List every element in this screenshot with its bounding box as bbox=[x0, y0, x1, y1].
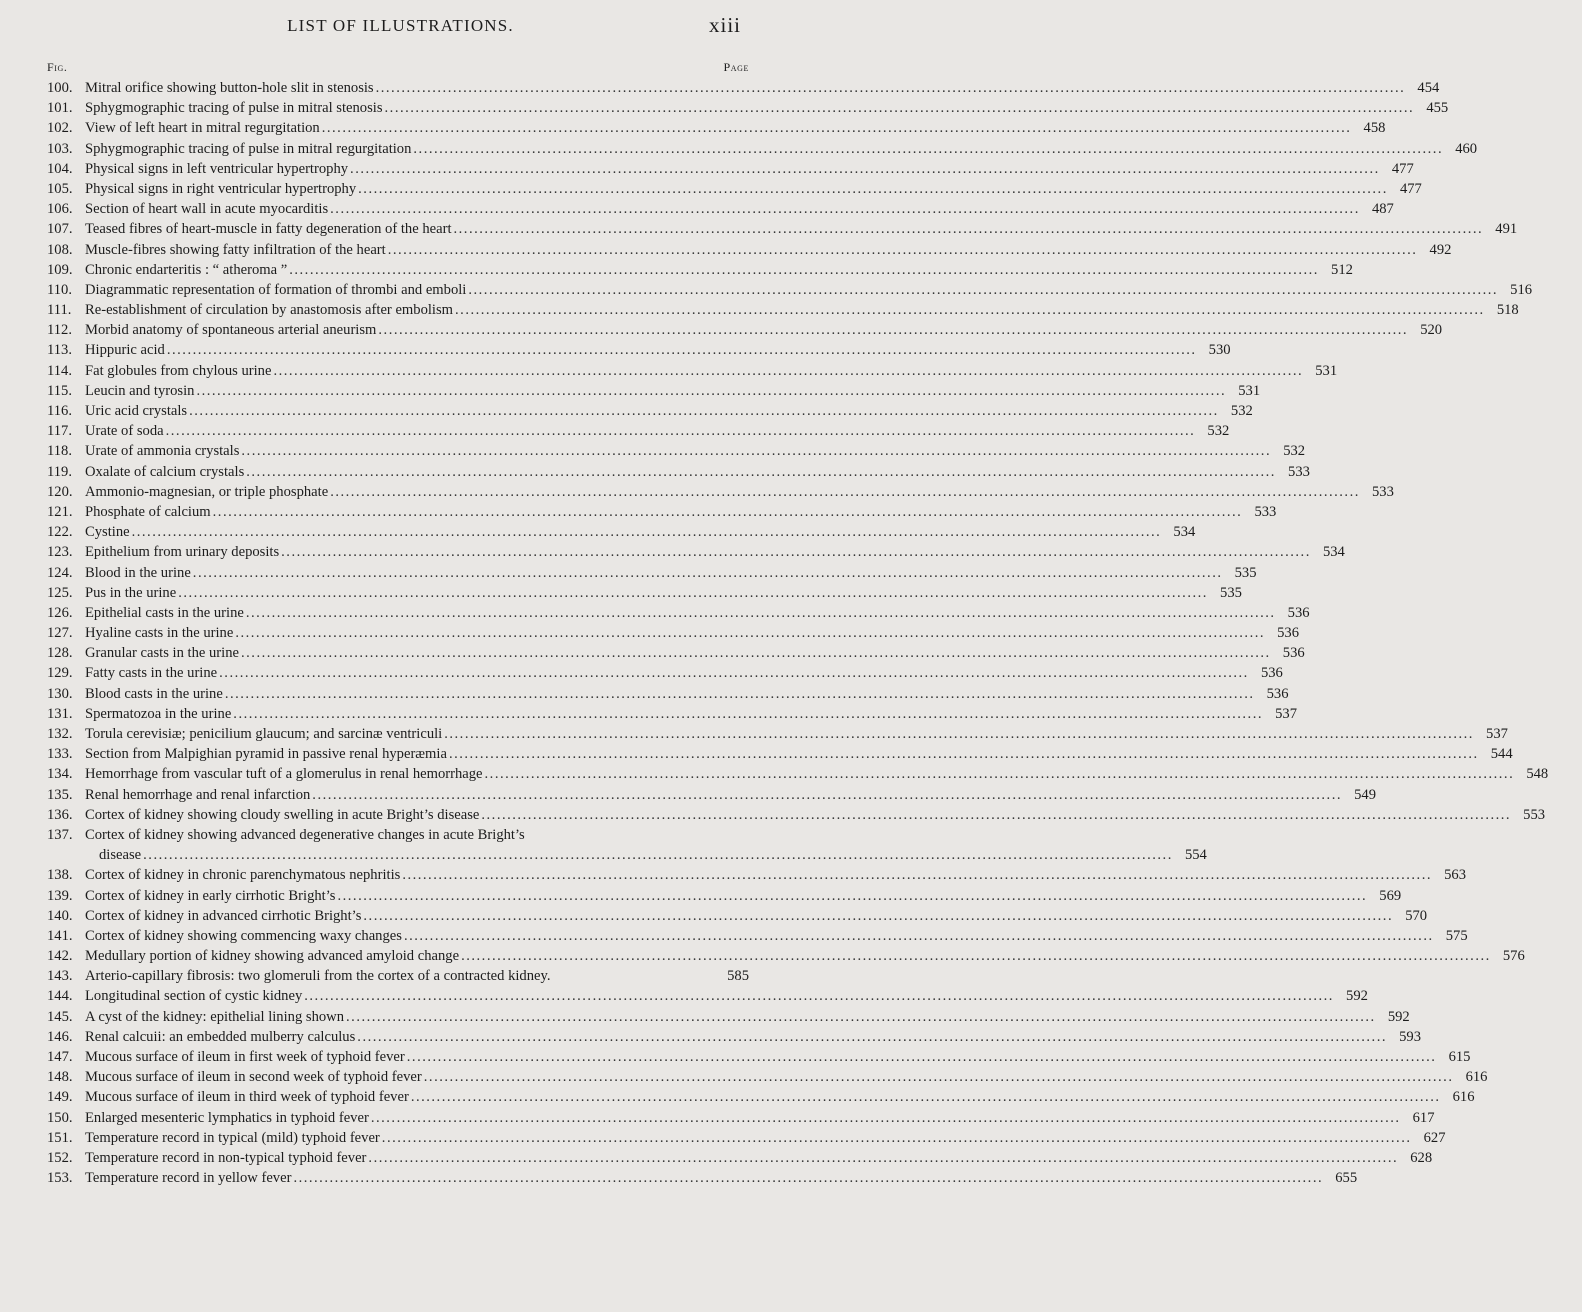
dot-leader bbox=[444, 724, 1474, 744]
dot-leader bbox=[388, 240, 1418, 260]
figure-caption: Ammonio-magnesian, or triple phosphate bbox=[85, 483, 329, 500]
list-item bbox=[47, 482, 1394, 502]
figure-caption: Cortex of kidney showing advanced degenerative changes in acute Bright’s bbox=[85, 826, 525, 843]
list-item bbox=[47, 684, 1289, 704]
page-reference: 458 bbox=[1363, 120, 1386, 137]
figure-number: 119. bbox=[47, 463, 72, 480]
list-item bbox=[47, 643, 1305, 663]
page-reference: 536 bbox=[1260, 665, 1283, 682]
figure-caption: View of left heart in mitral regurgitation bbox=[85, 120, 320, 137]
page-reference: 532 bbox=[1230, 403, 1253, 419]
dot-leader bbox=[461, 946, 1491, 966]
page-reference: 549 bbox=[1354, 786, 1376, 803]
page-column-heading: Page bbox=[723, 60, 749, 74]
figure-number: 104. bbox=[47, 160, 73, 177]
list-item bbox=[47, 865, 1466, 885]
dot-leader bbox=[378, 320, 1408, 340]
list-item bbox=[47, 300, 1519, 320]
figure-caption-continued: disease bbox=[99, 847, 142, 864]
dot-leader bbox=[273, 361, 1303, 381]
figure-caption: Mucous surface of ileum in first week of typhoid fever bbox=[85, 1049, 405, 1066]
list-item bbox=[47, 401, 1253, 421]
list-item bbox=[47, 179, 1422, 199]
figure-number: 113. bbox=[47, 342, 72, 359]
figure-caption: Cortex of kidney showing cloudy swelling in acute Bright’s disease bbox=[85, 806, 480, 823]
list-item bbox=[47, 280, 1533, 300]
page-reference: 532 bbox=[1207, 423, 1230, 440]
list-item bbox=[47, 240, 1452, 260]
figure-caption: Chronic endarteritis : “ atheroma ” bbox=[85, 261, 288, 278]
figure-caption: Granular casts in the urine bbox=[85, 645, 239, 662]
page-reference: 533 bbox=[1288, 463, 1310, 480]
list-item bbox=[47, 1148, 1433, 1168]
figure-caption: Blood in the urine bbox=[85, 564, 191, 581]
figure-number: 105. bbox=[47, 180, 73, 197]
dot-leader bbox=[235, 623, 1265, 643]
page-reference: 655 bbox=[1335, 1170, 1358, 1187]
dot-leader bbox=[233, 704, 1263, 724]
figure-caption: Cortex of kidney in advanced cirrhotic Bright’s bbox=[85, 907, 362, 924]
dot-leader bbox=[132, 522, 1162, 542]
dot-leader bbox=[385, 98, 1415, 118]
dot-leader bbox=[293, 1168, 1323, 1188]
figure-number: 108. bbox=[47, 241, 73, 258]
figure-caption: Longitudinal section of cystic kidney bbox=[85, 988, 303, 1005]
figure-number: 150. bbox=[47, 1109, 73, 1126]
figure-number: 114. bbox=[47, 362, 72, 379]
list-item bbox=[47, 764, 1549, 784]
figure-number: 149. bbox=[47, 1089, 73, 1106]
dot-leader bbox=[404, 926, 1434, 946]
page-reference: 616 bbox=[1452, 1089, 1475, 1106]
page-reference: 533 bbox=[1254, 503, 1277, 520]
figure-caption: Muscle-fibres showing fatty infiltration of the heart bbox=[85, 241, 386, 258]
dot-leader bbox=[468, 280, 1498, 300]
dot-leader bbox=[213, 502, 1243, 522]
list-item bbox=[47, 462, 1310, 482]
figure-caption: Leucin and tyrosin bbox=[85, 382, 195, 399]
figure-caption: Physical signs in right ventricular hypertrophy bbox=[85, 180, 357, 197]
figure-caption: Urate of soda bbox=[85, 423, 164, 440]
figure-number: 122. bbox=[47, 524, 73, 541]
list-item bbox=[47, 502, 1277, 522]
list-item bbox=[47, 340, 1231, 360]
page-reference: 548 bbox=[1526, 766, 1549, 783]
figure-number: 101. bbox=[47, 100, 73, 117]
figure-number: 135. bbox=[47, 786, 73, 803]
list-item bbox=[47, 361, 1338, 381]
dot-leader bbox=[304, 986, 1334, 1006]
list-item bbox=[47, 1047, 1471, 1067]
figure-caption: Epithelium from urinary deposits bbox=[85, 544, 280, 561]
dot-leader bbox=[363, 906, 1393, 926]
list-item bbox=[47, 805, 1546, 825]
dot-leader bbox=[312, 785, 1342, 805]
running-header bbox=[0, 13, 801, 40]
dot-leader bbox=[196, 381, 1226, 401]
page-reference: 491 bbox=[1495, 221, 1518, 238]
dot-leader bbox=[289, 260, 1319, 280]
list-item bbox=[47, 381, 1261, 401]
figure-caption: Diagrammatic representation of formation of thrombi and emboli bbox=[85, 281, 467, 298]
page-reference: 575 bbox=[1445, 927, 1468, 944]
list-item bbox=[47, 522, 1196, 542]
dot-leader bbox=[402, 865, 1432, 885]
fig-column-heading: Fig. bbox=[47, 60, 68, 74]
page-reference: 593 bbox=[1399, 1028, 1421, 1045]
dot-leader bbox=[166, 421, 1196, 441]
page-reference: 534 bbox=[1173, 524, 1196, 541]
dot-leader bbox=[281, 542, 1311, 562]
figure-caption: Fatty casts in the urine bbox=[85, 665, 218, 682]
page-reference: 576 bbox=[1502, 948, 1525, 965]
dot-leader bbox=[382, 1128, 1412, 1148]
figure-number: 129. bbox=[47, 665, 73, 682]
figure-number: 117. bbox=[47, 423, 72, 440]
list-item bbox=[47, 1027, 1421, 1047]
dot-leader bbox=[407, 1047, 1437, 1067]
figure-number: 151. bbox=[47, 1129, 73, 1146]
list-item bbox=[47, 118, 1386, 138]
list-item bbox=[47, 563, 1257, 583]
dot-leader bbox=[449, 744, 1479, 764]
page-reference: 570 bbox=[1405, 907, 1428, 924]
figure-number: 120. bbox=[47, 483, 73, 500]
dot-leader bbox=[376, 78, 1406, 98]
page-reference: 516 bbox=[1510, 281, 1533, 298]
page-reference: 531 bbox=[1315, 362, 1338, 379]
page-reference: 530 bbox=[1208, 342, 1231, 359]
figure-caption: Mitral orifice showing button-hole slit in stenosis bbox=[85, 80, 374, 96]
figure-caption: Medullary portion of kidney showing advanced amyloid change bbox=[85, 948, 460, 965]
figure-number: 124. bbox=[47, 564, 73, 581]
list-item bbox=[47, 744, 1513, 764]
dot-leader bbox=[225, 684, 1255, 704]
list-item bbox=[47, 1108, 1435, 1128]
list-item bbox=[47, 966, 749, 986]
page-reference: 627 bbox=[1423, 1129, 1446, 1146]
list-item bbox=[47, 219, 1518, 239]
dot-leader bbox=[246, 462, 1276, 482]
figure-caption: Section of heart wall in acute myocarditis bbox=[85, 201, 329, 218]
figure-caption: Cortex of kidney showing commencing waxy changes bbox=[85, 927, 402, 944]
figure-number: 146. bbox=[47, 1028, 73, 1045]
list-item bbox=[47, 926, 1468, 946]
figure-number: 143. bbox=[47, 968, 73, 985]
figure-number: 128. bbox=[47, 645, 73, 662]
page-reference: 563 bbox=[1444, 867, 1466, 884]
list-item bbox=[47, 704, 1297, 724]
list-item bbox=[47, 825, 1207, 865]
page-reference: 536 bbox=[1266, 685, 1289, 702]
dot-leader bbox=[485, 764, 1515, 784]
figure-number: 140. bbox=[47, 907, 73, 924]
figure-caption: Pus in the urine bbox=[85, 584, 177, 601]
list-item bbox=[47, 260, 1353, 280]
page-reference: 628 bbox=[1410, 1149, 1433, 1166]
figure-caption: Torula cerevisiæ; penicilium glaucum; and sarcinæ ventriculi bbox=[85, 726, 443, 742]
page-reference: 553 bbox=[1523, 806, 1546, 823]
figure-caption: Renal hemorrhage and renal infarction bbox=[85, 786, 311, 803]
figure-caption: Physical signs in left ventricular hypertrophy bbox=[85, 160, 349, 177]
list-item bbox=[47, 441, 1306, 461]
figure-caption: Mucous surface of ileum in third week of typhoid fever bbox=[85, 1089, 409, 1106]
figure-caption: Spermatozoa in the urine bbox=[85, 705, 232, 722]
figure-caption: Hippuric acid bbox=[85, 342, 165, 359]
page-reference: 536 bbox=[1277, 625, 1300, 642]
dot-leader bbox=[368, 1148, 1398, 1168]
figure-number: 152. bbox=[47, 1149, 73, 1166]
list-item bbox=[47, 421, 1230, 441]
page-reference: 518 bbox=[1496, 302, 1519, 319]
figure-number: 138. bbox=[47, 867, 73, 884]
list-item bbox=[47, 159, 1414, 179]
dot-leader bbox=[371, 1108, 1401, 1128]
dot-leader bbox=[178, 583, 1208, 603]
figure-number: 106. bbox=[47, 201, 73, 218]
list-item bbox=[47, 320, 1443, 340]
dot-leader bbox=[358, 179, 1388, 199]
figure-caption: Mucous surface of ileum in second week of typhoid fever bbox=[85, 1069, 422, 1086]
list-item bbox=[47, 603, 1310, 623]
figure-number: 147. bbox=[47, 1049, 73, 1066]
column-headings bbox=[47, 60, 749, 76]
dot-leader bbox=[350, 159, 1380, 179]
figure-number: 139. bbox=[47, 887, 73, 904]
page-reference: 533 bbox=[1371, 483, 1394, 500]
list-item bbox=[47, 946, 1525, 966]
dot-leader bbox=[241, 643, 1271, 663]
figure-caption: Sphygmographic tracing of pulse in mitral stenosis bbox=[85, 100, 383, 117]
list-item bbox=[47, 663, 1283, 683]
figure-number: 148. bbox=[47, 1069, 73, 1086]
figure-caption: Renal calcuii: an embedded mulberry calculus bbox=[85, 1028, 356, 1045]
page-reference: 592 bbox=[1346, 988, 1368, 1005]
dot-leader bbox=[330, 482, 1360, 502]
page-reference: 487 bbox=[1371, 201, 1394, 218]
figure-number: 111. bbox=[47, 302, 72, 319]
page-reference: 536 bbox=[1282, 645, 1305, 662]
page-reference: 615 bbox=[1448, 1049, 1471, 1066]
figure-number: 137. bbox=[47, 826, 73, 843]
figure-caption: Hyaline casts in the urine bbox=[85, 625, 234, 642]
figure-number: 116. bbox=[47, 403, 72, 419]
dot-leader bbox=[455, 300, 1485, 320]
page-reference: 492 bbox=[1429, 241, 1452, 258]
page-reference: 454 bbox=[1417, 80, 1440, 96]
list-item bbox=[47, 78, 1440, 98]
figure-number: 145. bbox=[47, 1008, 73, 1025]
dot-leader bbox=[241, 441, 1271, 461]
figure-caption: Re-establishment of circulation by anastomosis after embolism bbox=[85, 302, 454, 319]
figure-caption: A cyst of the kidney: epithelial lining shown bbox=[85, 1008, 345, 1025]
figure-caption: Oxalate of calcium crystals bbox=[85, 463, 245, 480]
page-reference: 592 bbox=[1387, 1008, 1410, 1025]
page-reference: 531 bbox=[1238, 382, 1261, 399]
list-item bbox=[47, 542, 1345, 562]
figure-caption: Hemorrhage from vascular tuft of a glomerulus in renal hemorrhage bbox=[85, 766, 483, 783]
dot-leader bbox=[322, 118, 1352, 138]
page-reference: 520 bbox=[1420, 322, 1443, 339]
page-number: xiii bbox=[708, 13, 741, 37]
figure-caption: Section from Malpighian pyramid in passive renal hyperæmia bbox=[85, 746, 447, 763]
figure-number: 110. bbox=[47, 281, 72, 298]
dot-leader bbox=[330, 199, 1360, 219]
figure-number: 132. bbox=[47, 726, 73, 742]
dot-leader bbox=[337, 886, 1367, 906]
figure-caption: Arterio-capillary fibrosis: two glomeruli from the cortex of a contracted kidney. bbox=[85, 968, 551, 985]
figure-number: 127. bbox=[47, 625, 73, 642]
list-item bbox=[47, 1087, 1475, 1107]
figure-caption: Teased fibres of heart-muscle in fatty degeneration of the heart bbox=[85, 221, 452, 238]
page-reference: 534 bbox=[1322, 544, 1345, 561]
figure-caption: Cystine bbox=[85, 524, 130, 541]
dot-leader bbox=[424, 1067, 1454, 1087]
list-item bbox=[47, 906, 1428, 926]
figure-number: 144. bbox=[47, 988, 73, 1005]
dot-leader bbox=[411, 1087, 1441, 1107]
figure-number: 153. bbox=[47, 1170, 73, 1187]
page-reference: 569 bbox=[1379, 887, 1402, 904]
page-reference: 477 bbox=[1399, 180, 1422, 197]
figure-caption: Uric acid crystals bbox=[85, 403, 188, 419]
page-reference: 535 bbox=[1234, 564, 1257, 581]
dot-leader bbox=[246, 603, 1276, 623]
figure-number: 141. bbox=[47, 927, 73, 944]
dot-leader bbox=[481, 805, 1511, 825]
figure-caption: Cortex of kidney in early cirrhotic Bright’s bbox=[85, 887, 336, 904]
list-item bbox=[47, 1128, 1446, 1148]
page-reference: 537 bbox=[1275, 705, 1297, 722]
page-reference: 544 bbox=[1490, 746, 1513, 763]
dot-leader bbox=[219, 663, 1249, 683]
list-item bbox=[47, 583, 1242, 603]
figure-number: 103. bbox=[47, 140, 73, 157]
dot-leader bbox=[167, 340, 1197, 360]
figure-number: 109. bbox=[47, 261, 73, 278]
page-reference: 585 bbox=[727, 968, 749, 985]
dot-leader bbox=[413, 139, 1443, 159]
list-item bbox=[47, 98, 1449, 118]
figure-caption: Enlarged mesenteric lymphatics in typhoid fever bbox=[85, 1109, 369, 1126]
figure-caption: Cortex of kidney in chronic parenchymatous nephritis bbox=[85, 867, 401, 884]
dot-leader bbox=[189, 401, 1219, 421]
figure-number: 133. bbox=[47, 746, 73, 763]
page-reference: 455 bbox=[1426, 100, 1449, 117]
figure-caption: Phosphate of calcium bbox=[85, 503, 211, 520]
dot-leader bbox=[193, 563, 1223, 583]
page-reference: 616 bbox=[1465, 1069, 1488, 1086]
list-item bbox=[47, 623, 1300, 643]
page-reference: 617 bbox=[1412, 1109, 1435, 1126]
page-reference: 536 bbox=[1287, 604, 1310, 621]
page-reference: 554 bbox=[1184, 847, 1207, 864]
figure-caption: Blood casts in the urine bbox=[85, 685, 223, 702]
figure-caption: Temperature record in typical (mild) typhoid fever bbox=[85, 1129, 380, 1146]
list-item bbox=[47, 886, 1402, 906]
dot-leader bbox=[454, 219, 1484, 239]
page-reference: 535 bbox=[1220, 584, 1242, 601]
list-item bbox=[47, 724, 1508, 744]
running-title: LIST OF ILLUSTRATIONS. bbox=[287, 16, 514, 35]
figure-number: 142. bbox=[47, 948, 73, 965]
list-item bbox=[47, 199, 1394, 219]
page-reference: 532 bbox=[1283, 443, 1306, 460]
page-reference: 460 bbox=[1455, 140, 1478, 157]
figure-number: 131. bbox=[47, 705, 73, 722]
figure-number: 121. bbox=[47, 503, 73, 520]
figure-number: 123. bbox=[47, 544, 73, 561]
figure-caption: Temperature record in yellow fever bbox=[85, 1170, 292, 1187]
figure-caption: Sphygmographic tracing of pulse in mitral regurgitation bbox=[85, 140, 412, 157]
figure-caption: Urate of ammonia crystals bbox=[85, 443, 240, 460]
figure-number: 100. bbox=[47, 80, 73, 96]
list-item bbox=[47, 785, 1376, 805]
figure-number: 130. bbox=[47, 685, 73, 702]
dot-leader bbox=[346, 1007, 1376, 1027]
figure-number: 125. bbox=[47, 584, 73, 601]
list-item bbox=[47, 1067, 1488, 1087]
dot-leader bbox=[357, 1027, 1387, 1047]
figure-caption: Epithelial casts in the urine bbox=[85, 604, 244, 621]
list-item bbox=[47, 1168, 1358, 1188]
page-reference: 477 bbox=[1391, 160, 1414, 177]
figure-number: 118. bbox=[47, 443, 72, 460]
figure-number: 115. bbox=[47, 382, 72, 399]
dot-leader bbox=[143, 845, 1173, 865]
figure-number: 126. bbox=[47, 604, 73, 621]
figure-caption: Morbid anatomy of spontaneous arterial aneurism bbox=[85, 322, 377, 339]
figure-caption: Temperature record in non-typical typhoid fever bbox=[85, 1149, 367, 1166]
list-item bbox=[47, 986, 1368, 1006]
figure-number: 107. bbox=[47, 221, 73, 238]
figure-number: 102. bbox=[47, 120, 73, 137]
page-reference: 537 bbox=[1486, 726, 1508, 742]
list-item bbox=[47, 139, 1478, 159]
figure-number: 134. bbox=[47, 766, 73, 783]
figure-number: 112. bbox=[47, 322, 72, 339]
illustration-list bbox=[47, 78, 1549, 1188]
list-item bbox=[47, 1007, 1410, 1027]
figure-caption: Fat globules from chylous urine bbox=[85, 362, 272, 379]
figure-number: 136. bbox=[47, 806, 73, 823]
page-reference: 512 bbox=[1331, 261, 1353, 278]
